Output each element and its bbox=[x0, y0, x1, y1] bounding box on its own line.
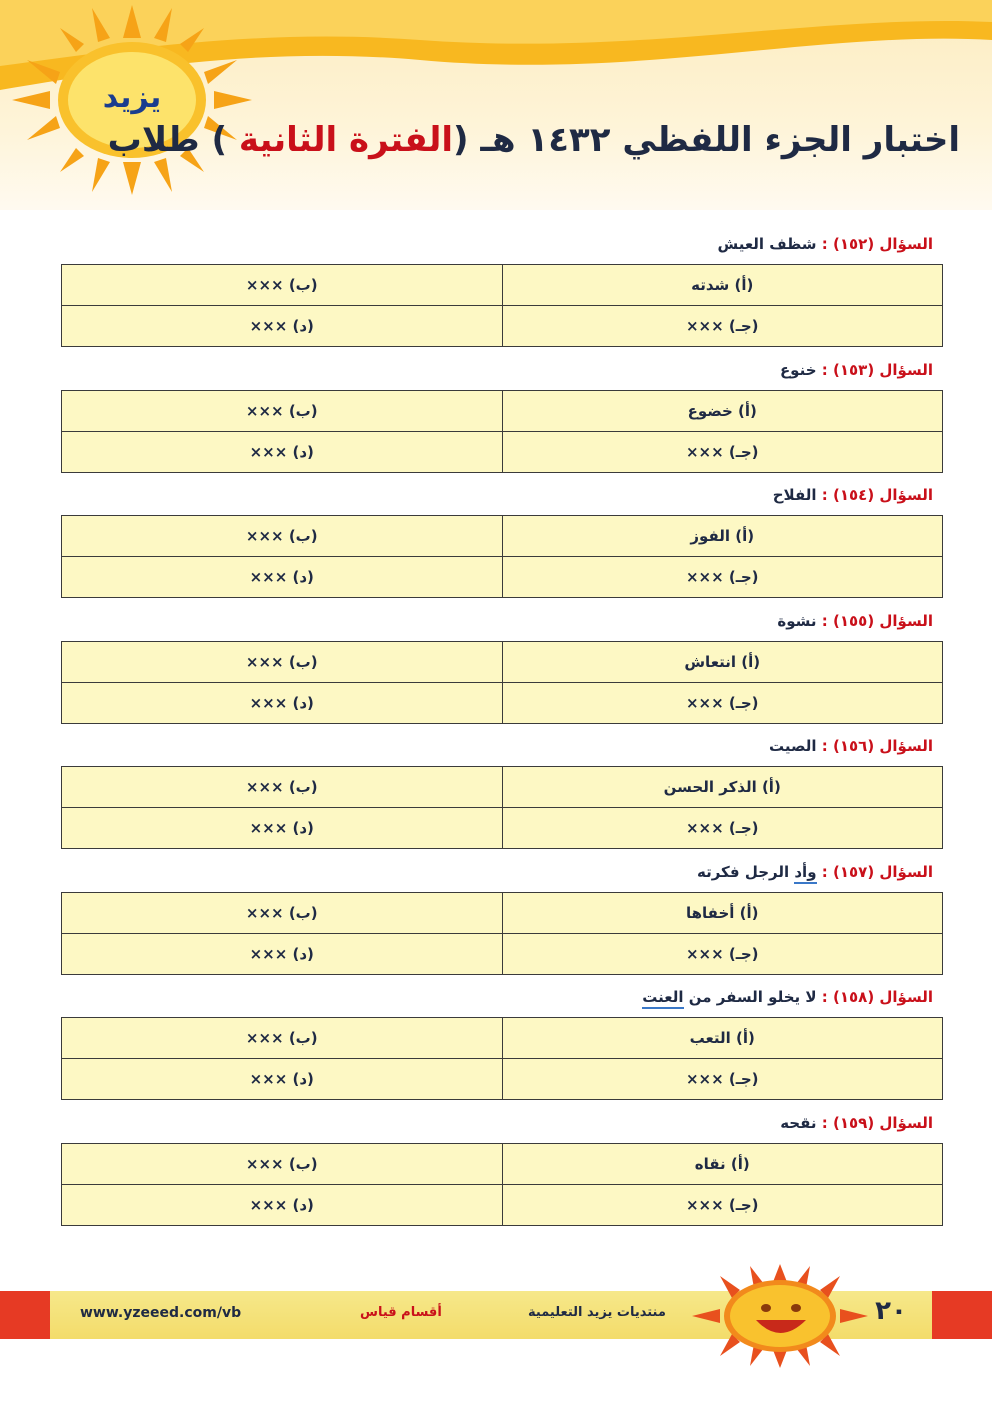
question-label: السؤال (١٥٩) : bbox=[821, 1113, 933, 1132]
title-main: اختبار الجزء اللفظي ١٤٣٢ هـ ( bbox=[453, 120, 960, 160]
choice-d[interactable]: (د) ××× bbox=[62, 306, 503, 347]
question-152 bbox=[61, 232, 943, 358]
page-header bbox=[0, 0, 992, 210]
choice-d[interactable]: (د) ××× bbox=[62, 431, 503, 472]
question-label: السؤال (١٥٥) : bbox=[821, 611, 933, 630]
footer-section-label: أقسام قياس bbox=[360, 1305, 442, 1320]
choice-d[interactable]: (د) ××× bbox=[62, 682, 503, 723]
question-label: السؤال (١٥٢) : bbox=[821, 235, 933, 253]
title-end: ) طلاب bbox=[107, 120, 239, 160]
choice-c[interactable]: (جـ) ××× bbox=[502, 1184, 943, 1225]
choice-c[interactable]: (جـ) ××× bbox=[502, 933, 943, 974]
footer-url-link[interactable]: www.yzeeed.com/vb bbox=[80, 1305, 242, 1321]
smiling-sun-icon bbox=[690, 1264, 870, 1368]
question-154 bbox=[61, 483, 943, 609]
choice-b[interactable]: (ب) ××× bbox=[62, 265, 503, 306]
choice-b[interactable]: (ب) ××× bbox=[62, 390, 503, 431]
question-word: خنوع bbox=[779, 360, 817, 379]
choice-b[interactable]: (ب) ××× bbox=[62, 641, 503, 682]
choice-d[interactable]: (د) ××× bbox=[62, 557, 503, 598]
question-label: السؤال (١٥٧) : bbox=[821, 862, 933, 881]
choice-a[interactable]: (أ) الذكر الحسن bbox=[502, 767, 943, 808]
choice-b[interactable]: (ب) ××× bbox=[62, 767, 503, 808]
question-155 bbox=[61, 609, 943, 735]
choice-d[interactable]: (د) ××× bbox=[62, 808, 503, 849]
choice-a[interactable]: (أ) خضوع bbox=[502, 390, 943, 431]
choice-a[interactable]: (أ) أخفاها bbox=[502, 892, 943, 933]
question-title bbox=[61, 232, 943, 264]
question-title bbox=[61, 1111, 943, 1143]
choice-d[interactable]: (د) ××× bbox=[62, 1184, 503, 1225]
choices-table bbox=[61, 641, 943, 724]
choice-c[interactable]: (جـ) ××× bbox=[502, 431, 943, 472]
question-word: الصيت bbox=[768, 737, 817, 755]
underlined-word: وأد bbox=[794, 863, 816, 884]
choice-c[interactable]: (جـ) ××× bbox=[502, 682, 943, 723]
question-label: السؤال (١٥٨) : bbox=[821, 988, 933, 1006]
question-title bbox=[61, 483, 943, 515]
choice-b[interactable]: (ب) ××× bbox=[62, 1018, 503, 1059]
footer-forum-name: منتديات يزيد التعليمية bbox=[528, 1305, 666, 1320]
question-158 bbox=[61, 985, 943, 1111]
choice-a[interactable]: (أ) الفوز bbox=[502, 516, 943, 557]
choices-table bbox=[61, 1143, 943, 1226]
word-rest: الرجل فكرته bbox=[697, 862, 795, 881]
page-title bbox=[108, 120, 960, 170]
question-title bbox=[61, 734, 943, 766]
questions-list bbox=[61, 232, 943, 1236]
choices-table bbox=[61, 515, 943, 598]
choice-a[interactable]: (أ) التعب bbox=[502, 1018, 943, 1059]
question-title bbox=[61, 860, 943, 892]
choice-a[interactable]: (أ) نقاه bbox=[502, 1143, 943, 1184]
page-number: ٢٠ bbox=[875, 1296, 907, 1326]
question-label: السؤال (١٥٤) : bbox=[821, 486, 933, 504]
question-label: السؤال (١٥٦) : bbox=[821, 737, 933, 755]
choice-d[interactable]: (د) ××× bbox=[62, 933, 503, 974]
question-word: الفلاح bbox=[772, 486, 817, 504]
question-157 bbox=[61, 860, 943, 986]
question-word bbox=[697, 863, 817, 884]
choice-d[interactable]: (د) ××× bbox=[62, 1059, 503, 1100]
question-word: نشوة bbox=[777, 611, 817, 630]
choices-table bbox=[61, 766, 943, 849]
choice-b[interactable]: (ب) ××× bbox=[62, 516, 503, 557]
choices-table bbox=[61, 892, 943, 975]
choices-table bbox=[61, 264, 943, 347]
question-title bbox=[61, 985, 943, 1017]
choice-c[interactable]: (جـ) ××× bbox=[502, 808, 943, 849]
question-word: نقحه bbox=[780, 1113, 817, 1132]
choice-b[interactable]: (ب) ××× bbox=[62, 1143, 503, 1184]
question-label: السؤال (١٥٣) : bbox=[821, 360, 933, 379]
question-153 bbox=[61, 358, 943, 484]
title-highlight: الفترة الثانية bbox=[238, 120, 454, 160]
choices-table bbox=[61, 1017, 943, 1100]
choice-a[interactable]: (أ) شدته bbox=[502, 265, 943, 306]
question-156 bbox=[61, 734, 943, 860]
logo-text: يزيد bbox=[102, 80, 162, 115]
question-159 bbox=[61, 1111, 943, 1237]
choice-b[interactable]: (ب) ××× bbox=[62, 892, 503, 933]
question-word: شظف العيش bbox=[717, 235, 817, 253]
question-title bbox=[61, 358, 943, 390]
choice-c[interactable]: (جـ) ××× bbox=[502, 306, 943, 347]
question-word bbox=[642, 988, 816, 1009]
choice-c[interactable]: (جـ) ××× bbox=[502, 557, 943, 598]
choices-table bbox=[61, 390, 943, 473]
choice-c[interactable]: (جـ) ××× bbox=[502, 1059, 943, 1100]
underlined-word: العنت bbox=[642, 988, 683, 1009]
choice-a[interactable]: (أ) انتعاش bbox=[502, 641, 943, 682]
question-title bbox=[61, 609, 943, 641]
word-pre: لا يخلو السفر من bbox=[683, 988, 817, 1006]
